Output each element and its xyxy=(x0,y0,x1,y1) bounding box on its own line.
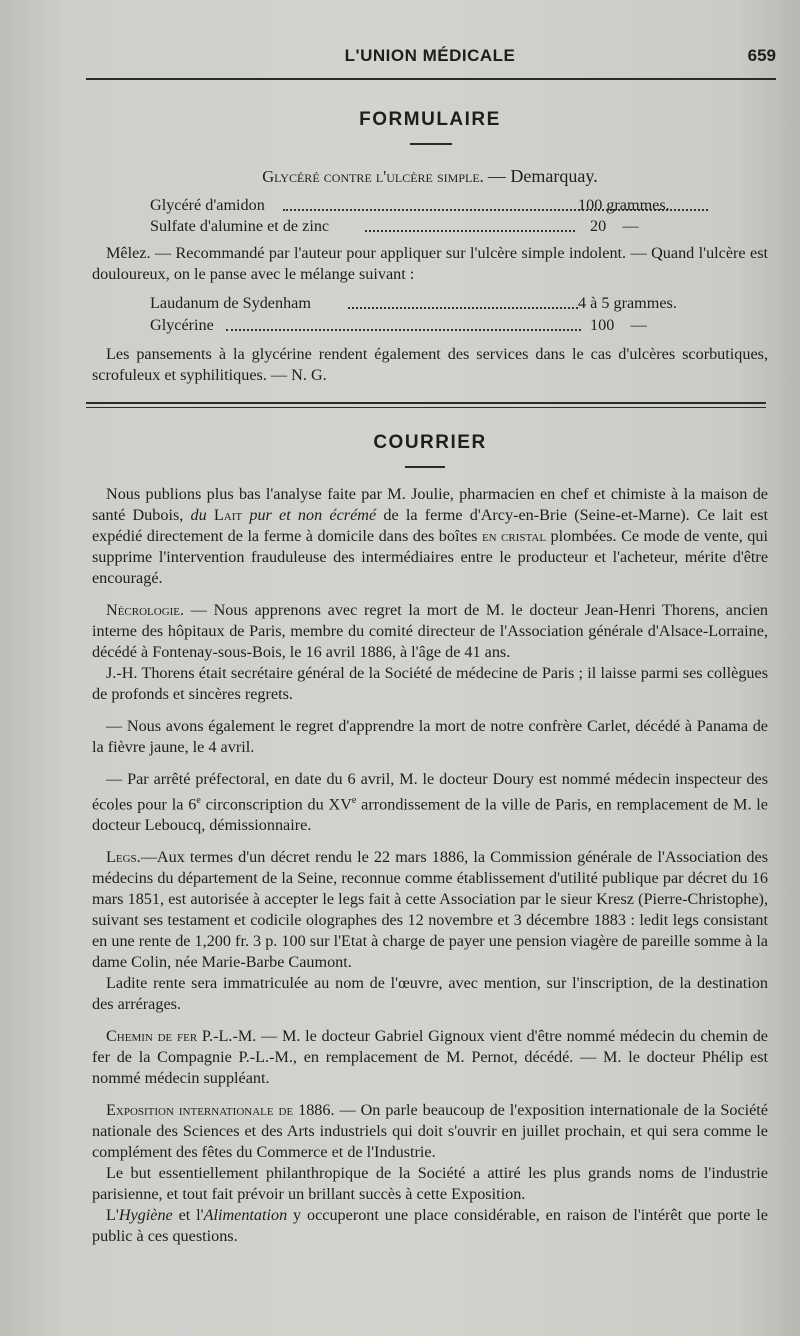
running-head xyxy=(90,46,776,70)
ingredient-name: Laudanum de Sydenham xyxy=(150,294,311,312)
paragraph-chemin-de-fer: Chemin de fer P.-L.-M. — M. le docteur Gabriel Gignoux vient d'être nommé médecin du chemin de fer de la Compagnie P.-L.-M., en remplacement de M. Pernot, décédé. — M. le docteur Phélip est nommé médecin suppléant. xyxy=(92,1027,768,1088)
paragraph-legs: Legs.—Aux termes d'un décret rendu le 22 mars 1886, la Commission générale de l'Association des médecins du département de la Seine, reconnue comme établissement d'utilité publique par décret du 16 mars 1851, est autorisée à accepter le legs fait à cette Association par le sieur Kresz (Pierre-Christophe), suivant ses testament et codicile olographes des 12 novembre et 3 décembre 1883 : ledit legs consistant en une rente de 1,200 fr. 3 p. 100 sur l'Etat à charge de payer une pension viagère de pareille somme à la dame Colin, née Marie-Barbe Caumont. xyxy=(92,848,768,972)
journal-title: L'UNION MÉDICALE xyxy=(344,46,516,65)
recipe-name: Glycéré contre l'ulcère simple. xyxy=(262,167,484,186)
ingredient-qty: 20 — xyxy=(590,217,639,235)
ingredient-row xyxy=(150,196,695,217)
paragraph-doury: — Par arrêté préfectoral, en date du 6 avril, M. le docteur Doury est nommé médecin inspecteur des écoles pour la 6e circonscription du XVe arrondissement de la ville de Paris, en remplacement de M. le docteur Leboucq, démissionnaire. xyxy=(92,770,768,835)
ingredient-qty: 100 grammes. xyxy=(578,196,670,214)
recipe-author: — Demarquay. xyxy=(487,166,598,186)
leader-dots xyxy=(226,329,581,331)
header-rule xyxy=(86,78,776,80)
paragraph-exposition: Exposition internationale de 1886. — On parle beaucoup de l'exposition internationale de la Société nationale des Sciences et des Arts industriels qui doit s'ouvrir en juillet prochain, et qui sera comme le complément des fêtes du Commerce et de l'Industrie. xyxy=(92,1101,768,1162)
formulaire-title: FORMULAIRE xyxy=(359,109,501,130)
page-number: 659 xyxy=(747,46,776,65)
courrier-title-rule xyxy=(405,466,445,468)
paragraph-lait: Nous publions plus bas l'analyse faite par M. Joulie, pharmacien en chef et chimiste à la maison de santé Dubois, du Lait pur et non écrémé de la ferme d'Arcy-en-Brie (Seine-et-Marne). Ce lait est expédié directement de la ferme à domicile dans des boîtes en cristal plombées. Ce mode de vente, qui supprime l'intervention frauduleuse des intermédiaires entre le producteur et l'acheteur, mérite d'être encouragé. xyxy=(92,485,769,587)
leader-dots xyxy=(365,230,575,232)
paragraph-rente: Ladite rente sera immatriculée au nom de l'œuvre, avec mention, sur l'inscription, de la destination des arrérages. xyxy=(92,974,768,1014)
ingredient-row xyxy=(150,294,695,315)
courrier-body xyxy=(92,484,768,1247)
leader-dots xyxy=(348,307,578,309)
ingredient-name: Glycérine xyxy=(150,316,214,334)
ingredient-row xyxy=(150,316,695,337)
ingredient-qty: 100 — xyxy=(590,316,647,334)
ingredient-name: Glycéré d'amidon xyxy=(150,196,265,214)
ingredient-qty: 4 à 5 grammes. xyxy=(578,294,677,312)
ingredient-name: Sulfate d'alumine et de zinc xyxy=(150,217,330,235)
paragraph-hygiene: L'Hygiène et l'Alimentation y occuperont une place considérable, en raison de l'intérêt que porte le public à ces questions. xyxy=(92,1206,768,1246)
formulaire-paragraph xyxy=(92,243,768,285)
formulaire-title-rule xyxy=(410,143,452,145)
paragraph-necrologie: Nécrologie. — Nous apprenons avec regret la mort de M. le docteur Jean-Henri Thorens, ancien interne des hôpitaux de Paris, membre du comité directeur de l'Association générale d'Alsace-Lorraine, décédé à Fontenay-sous-Bois, le 16 avril 1886, à l'âge de 41 ans. xyxy=(92,601,768,661)
recipe-title xyxy=(92,166,768,187)
paragraph: Les pansements à la glycérine rendent également des services dans le cas d'ulcères scorbutiques, scrofuleux et syphilitiques. — N. G. xyxy=(92,345,768,384)
section-rule-bottom xyxy=(86,407,766,408)
paragraph-philanthropique: Le but essentiellement philanthropique de la Société a attiré les plus grands noms de l'industrie parisienne, et tout fait prévoir un brillant succès à cette Exposition. xyxy=(92,1164,768,1204)
paragraph: Mêlez. — Recommandé par l'auteur pour appliquer sur l'ulcère simple indolent. — Quand l'ulcère est douloureux, on le panse avec le mélange suivant : xyxy=(92,244,768,283)
ingredient-row xyxy=(150,217,695,238)
formulaire-paragraph xyxy=(92,344,768,386)
paragraph-thorens: J.-H. Thorens était secrétaire général de la Société de médecine de Paris ; il laisse parmi ses collègues de profonds et sincères regrets. xyxy=(92,664,768,703)
paragraph-carlet: — Nous avons également le regret d'apprendre la mort de notre confrère Carlet, décédé à Panama de la fièvre jaune, le 4 avril. xyxy=(92,717,768,756)
courrier-title: COURRIER xyxy=(373,432,487,453)
section-rule-top xyxy=(86,402,766,404)
